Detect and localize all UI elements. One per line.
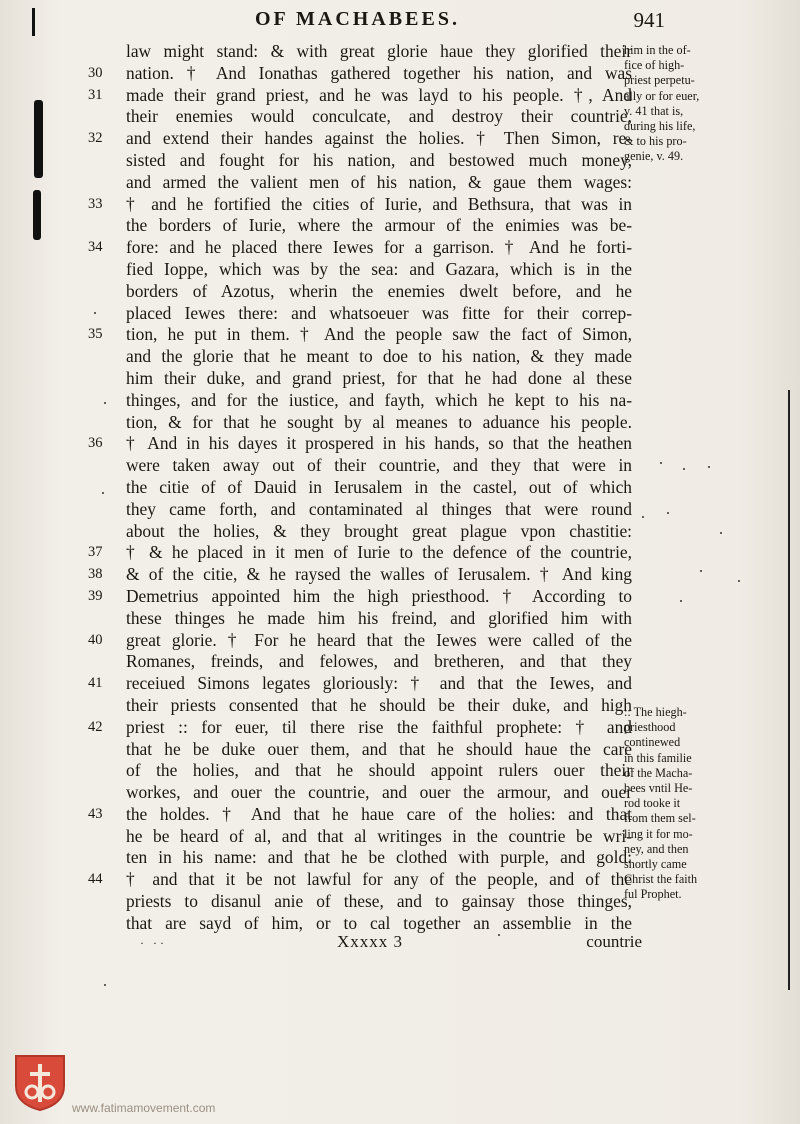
page-edge-line	[788, 390, 790, 990]
margin-note-line: bees vntil He-	[624, 781, 693, 796]
text-line	[92, 106, 642, 128]
signature-mark: Xxxxx 3	[337, 932, 404, 951]
verse-number: 38	[88, 566, 103, 583]
line-text: and the glorie that he meant to doe to his nation, & they made	[126, 346, 632, 367]
line-text: tion, & for that he sought by al meanes to aduance his people.	[126, 411, 632, 432]
margin-note-bottom	[624, 705, 742, 903]
margin-note-line: :: The hiegh-	[624, 705, 687, 719]
text-line	[88, 324, 642, 346]
fatima-seal-logo	[12, 1052, 68, 1112]
margin-note-line: during his life,	[624, 119, 696, 134]
line-text: fied Ioppe, which was by the sea: and Gazara, which is in the	[126, 258, 632, 279]
page-header	[255, 8, 665, 38]
text-line	[88, 716, 642, 739]
speck	[700, 570, 702, 572]
line-text: fore: and he placed there Iewes for a garrison. † And he forti-	[126, 237, 632, 258]
text-line	[92, 259, 642, 281]
text-line	[88, 237, 642, 259]
text-line	[92, 390, 642, 412]
text-line	[88, 673, 642, 695]
text-line	[92, 368, 642, 390]
line-text: borders of Azotus, wherin the enemies dwelt before, and he	[126, 280, 632, 301]
binding-mark	[33, 190, 41, 240]
line-text: made their grand priest, and he was layd to his people. †, And	[126, 84, 632, 105]
running-head: OF MACHABEES.	[255, 8, 460, 30]
line-text: nation. † And Ionathas gathered together his nation, and was	[126, 62, 632, 83]
line-text: their enemies would conculcate, and destroy their countrie,	[126, 106, 632, 127]
text-line	[92, 412, 642, 434]
text-line	[92, 695, 642, 717]
text-line	[92, 499, 642, 521]
text-line	[92, 477, 642, 499]
line-text: Romanes, freinds, and felowes, and bretheren, and that they	[126, 651, 632, 672]
line-text: placed Iewes there: and whatsoeuer was fitte for their correp-	[126, 302, 632, 323]
line-text: great glorie. † For he heard that the Iewes were called of the	[126, 629, 632, 650]
line-text: of the holies, and that he should appoint rulers ouer their	[126, 760, 632, 781]
body-text	[88, 41, 642, 935]
speck	[498, 934, 500, 936]
line-text: and armed the valient men of his nation, & gaue them wages:	[126, 171, 632, 192]
verse-number: 44	[88, 871, 103, 888]
text-line	[92, 455, 642, 477]
line-text: the citie of of Dauid in Ierusalem in the castel, out of which	[126, 476, 632, 497]
verse-number: 31	[88, 86, 103, 103]
verse-number: 41	[88, 675, 103, 692]
line-text: † and that it be not lawful for any of the people, and of the	[126, 869, 632, 890]
text-line	[92, 215, 642, 237]
speck	[680, 600, 682, 602]
text-line	[88, 128, 642, 150]
line-text: law might stand: & with great glorie haue they glorified their	[126, 41, 632, 61]
watermark-url: www.fatimamovement.com	[72, 1101, 216, 1115]
line-text: their priests consented that he should be their duke, and high	[126, 694, 632, 715]
speck	[642, 516, 644, 518]
verse-number: 33	[88, 195, 103, 212]
ink-dots: · ··	[140, 936, 167, 950]
binding-mark	[32, 8, 35, 36]
text-line	[92, 150, 642, 172]
speck	[708, 466, 710, 468]
speck	[660, 462, 662, 464]
text-line	[88, 542, 642, 564]
line-text: sisted and fought for his nation, and bestowed much money,	[126, 149, 632, 170]
line-text: these thinges he made him his freind, and glorified him with	[126, 607, 632, 628]
margin-note-line: rod tooke it	[624, 796, 681, 811]
line-text: the borders of Iurie, where the armour of the enimies was be-	[126, 215, 632, 236]
line-text: priest :: for euer, til there rise the faithful prophete: † and	[126, 716, 632, 737]
verse-number: 30	[88, 64, 103, 81]
text-line	[88, 84, 642, 107]
speck	[667, 512, 669, 514]
text-line	[88, 62, 642, 85]
line-text: † and he fortified the cities of Iurie, and Bethsura, that was in	[126, 193, 632, 214]
margin-note-line: shortly came	[624, 857, 687, 872]
speck	[104, 984, 106, 986]
text-line	[92, 346, 642, 368]
margin-note-top	[624, 43, 742, 165]
margin-note-line: ney, and then	[624, 841, 689, 856]
line-text: him their duke, and grand priest, for that he had done al these	[126, 367, 632, 388]
line-text: the holdes. † And that he haue care of the holies: and that	[126, 803, 632, 824]
line-text: & of the citie, & he raysed the walles of Ierusalem. † And king	[126, 564, 632, 585]
text-line	[92, 41, 642, 63]
margin-note-line: fice of high-	[624, 58, 685, 73]
speck	[102, 492, 104, 494]
line-text: tion, he put in them. † And the people saw the fact of Simon,	[126, 324, 632, 345]
margin-note-line: & to his pro-	[624, 134, 687, 149]
text-line	[92, 608, 642, 630]
line-text: receiued Simons legates gloriously: † and that the Iewes, and	[126, 673, 632, 694]
line-text: that are sayd of him, or to cal together an assemblie in the	[126, 912, 632, 933]
text-line	[92, 172, 642, 194]
line-text: † And in his dayes it prospered in his hands, so that the heathen	[126, 433, 632, 454]
speck	[720, 532, 722, 534]
margin-note-line: ally or for euer,	[624, 88, 700, 103]
margin-note-line: v. 41 that is,	[624, 103, 684, 118]
verse-number: 34	[88, 239, 103, 256]
verse-number: 43	[88, 805, 103, 822]
line-text: thinges, and for the iustice, and fayth, which he kept to his na-	[126, 389, 632, 410]
margin-note-line: Christ the faith	[624, 872, 698, 887]
margin-note-line: priest perpetu-	[624, 73, 695, 88]
text-line	[92, 760, 642, 782]
margin-note-line: continewed	[624, 735, 681, 750]
margin-note-line: in this familie	[624, 750, 692, 765]
speck	[94, 312, 96, 314]
text-line	[88, 564, 642, 586]
line-text: were taken away out of their countrie, and they that were in	[126, 455, 632, 476]
verse-number: 39	[88, 587, 103, 604]
speck	[683, 468, 685, 470]
verse-number: 40	[88, 631, 103, 648]
page-number: 941	[633, 8, 665, 32]
margin-note-line: ful Prophet.	[624, 887, 682, 902]
line-text: and extend their handes against the holies. † Then Simon, re-	[126, 128, 632, 149]
text-line	[92, 782, 642, 804]
text-line	[92, 847, 642, 869]
line-text: Demetrius appointed him the high priesthood. † According to	[126, 585, 632, 606]
catchword: countrie	[586, 932, 642, 951]
line-text: ten in his name: and that he be clothed with purple, and gold:	[126, 847, 632, 868]
text-line	[88, 803, 642, 826]
verse-number: 32	[88, 130, 103, 147]
speck	[104, 402, 106, 404]
line-text: workes, and ouer the countrie, and ouer the armour, and ouer	[126, 782, 632, 803]
line-text: he be heard of al, and that al writinges in the countrie be wri-	[126, 825, 632, 846]
page-footer	[92, 932, 642, 958]
margin-note-line: ling it for mo-	[624, 826, 693, 841]
margin-note-line: priesthood	[624, 720, 676, 735]
binding-mark	[34, 100, 43, 178]
verse-number: 42	[88, 718, 103, 735]
speck	[738, 580, 740, 582]
verse-number: 37	[88, 544, 103, 561]
text-line	[88, 433, 642, 455]
text-line	[92, 739, 642, 761]
text-line	[92, 521, 642, 543]
text-line	[88, 629, 642, 652]
margin-note-line: from them sel-	[624, 811, 696, 826]
margin-note-line: him in the of-	[624, 43, 691, 57]
margin-note-line: genie, v. 49.	[624, 149, 684, 164]
verse-number: 36	[88, 435, 103, 452]
line-text: that he be duke ouer them, and that he should haue the care	[126, 738, 632, 759]
text-line	[88, 193, 642, 216]
text-line	[92, 303, 642, 325]
verse-number: 35	[88, 326, 103, 343]
text-line	[92, 891, 642, 913]
text-line	[92, 651, 642, 673]
text-line	[92, 826, 642, 848]
line-text: priests to disanul anie of these, and to gainsay those thinges,	[126, 891, 632, 912]
text-line	[92, 281, 642, 303]
line-text: they came forth, and contaminated al thinges that were round	[126, 498, 632, 519]
margin-note-line: of the Macha-	[624, 765, 693, 780]
text-line	[88, 869, 642, 891]
line-text: † & he placed in it men of Iurie to the defence of the countrie,	[126, 542, 632, 563]
text-line	[88, 585, 642, 608]
line-text: about the holies, & they brought great plague vpon chastitie:	[126, 520, 632, 541]
